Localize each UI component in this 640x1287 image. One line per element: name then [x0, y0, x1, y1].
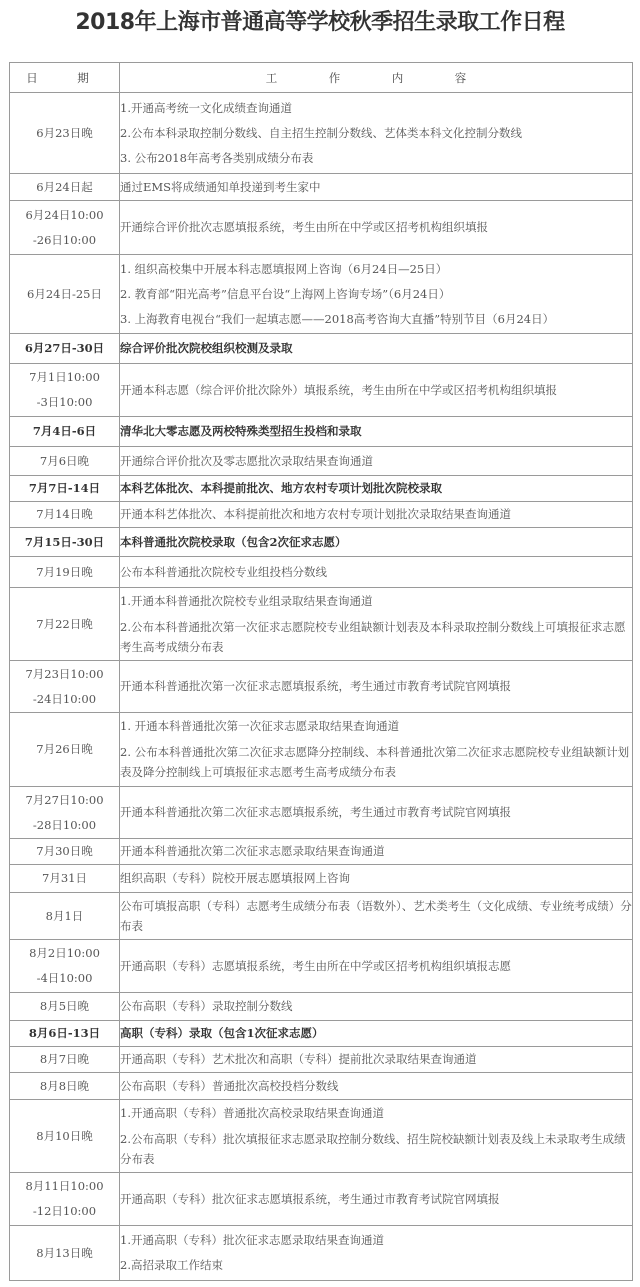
date-text: 7月27日10:00	[25, 792, 104, 807]
content-line: 开通本科普通批次第一次征求志愿填报系统，考生通过市教育考试院官网填报	[120, 679, 511, 693]
content-cell	[120, 528, 633, 557]
date-text: 7月23日10:00	[25, 666, 104, 681]
date-cell	[10, 787, 120, 839]
date-cell	[10, 1173, 120, 1226]
date-text: 8月6日-13日	[28, 1026, 101, 1040]
date-cell	[10, 174, 120, 201]
content-line: 开通本科艺体批次、本科提前批次和地方农村专项计划批次录取结果查询通道	[120, 507, 511, 521]
date-cell	[10, 93, 120, 174]
content-line: 2.公布本科普通批次第一次征求志愿院校专业组缺额计划表及本科录取控制分数线上可填报征求志愿考生高考成绩分布表	[120, 619, 626, 654]
table-row	[10, 588, 633, 661]
date-text: 8月11日10:00	[25, 1179, 104, 1193]
date-cell	[10, 865, 120, 893]
date-text: 8月1日	[45, 908, 84, 923]
content-line: 公布可填报高职（专科）志愿考生成绩分布表（语数外）、艺术类考生（文化成绩、专业统考成绩）分布表	[120, 899, 632, 933]
content-cell	[120, 865, 633, 893]
date-text: 7月19日晚	[36, 564, 93, 579]
content-cell	[120, 661, 633, 713]
content-cell	[120, 93, 633, 174]
content-cell	[120, 940, 633, 993]
table-row	[10, 201, 633, 255]
table-row	[10, 661, 633, 713]
date-text: -3日10:00	[36, 395, 93, 409]
content-cell	[120, 174, 633, 201]
table-row	[10, 334, 633, 364]
table-row	[10, 1047, 633, 1073]
content-line: 组织高职（专科）院校开展志愿填报网上咨询	[120, 871, 350, 885]
date-text: 7月4日-6日	[32, 424, 97, 438]
date-text: 7月30日晚	[36, 844, 93, 858]
content-line: 通过EMS将成绩通知单投递到考生家中	[120, 179, 321, 194]
table-row	[10, 787, 633, 839]
table-row	[10, 417, 633, 447]
date-text: 8月2日10:00	[29, 946, 100, 960]
date-text: 8月5日晚	[39, 999, 90, 1013]
content-line: 1.开通高职（专科）批次征求志愿录取结果查询通道	[120, 1233, 384, 1247]
content-cell	[120, 588, 633, 661]
content-line: 开通本科普通批次第二次征求志愿录取结果查询通道	[120, 844, 385, 858]
content-line: 2. 公布本科普通批次第二次征求志愿降分控制线、本科普通批次第二次征求志愿院校专业组缺额计划表及降分控制线上可填报征求志愿考生高考成绩分布表	[120, 745, 630, 779]
date-cell	[10, 201, 120, 255]
content-line: 1.开通高考统一文化成绩查询通道	[120, 100, 292, 115]
date-text: 6月23日晚	[36, 125, 93, 140]
content-line: 2.公布高职（专科）批次填报征求志愿录取控制分数线、招生院校缺额计划表及线上未录取考生成绩分布表	[120, 1131, 626, 1166]
table-row	[10, 476, 633, 502]
date-text: 7月15日-30日	[24, 534, 105, 549]
content-line: 公布高职（专科）录取控制分数线	[120, 999, 293, 1013]
content-cell	[120, 417, 633, 447]
table-row	[10, 713, 633, 787]
table-row	[10, 1100, 633, 1173]
date-text: -26日10:00	[32, 232, 97, 247]
date-text: 8月8日晚	[39, 1078, 90, 1093]
table-row	[10, 993, 633, 1021]
date-text: 8月10日晚	[36, 1128, 93, 1143]
table-row	[10, 1173, 633, 1226]
date-cell	[10, 528, 120, 557]
date-cell	[10, 1226, 120, 1281]
date-text: 6月24日-25日	[27, 286, 102, 301]
date-cell	[10, 255, 120, 334]
content-line: 开通高职（专科）艺术批次和高职（专科）提前批次录取结果查询通道	[120, 1052, 477, 1066]
date-text: 6月27日-30日	[24, 341, 105, 355]
content-line: 开通本科志愿（综合评价批次除外）填报系统，考生由所在中学或区招考机构组织填报	[120, 382, 557, 397]
content-cell	[120, 255, 633, 334]
date-cell	[10, 993, 120, 1021]
document-title: 2018年上海市普通高等学校秋季招生录取工作日程	[75, 10, 565, 35]
header-date: 日 期	[10, 63, 120, 93]
date-cell	[10, 713, 120, 787]
content-line: 高职（专科）录取（包含1次征求志愿）	[120, 1026, 324, 1040]
date-text: 8月7日晚	[39, 1052, 90, 1066]
content-line: 综合评价批次院校组织校测及录取	[120, 341, 293, 355]
table-row	[10, 255, 633, 334]
table-row	[10, 557, 633, 588]
content-line: 本科艺体批次、本科提前批次、地方农村专项计划批次院校录取	[120, 481, 442, 495]
date-text: 6月24日10:00	[25, 207, 104, 222]
content-line: 3. 公布2018年高考各类别成绩分布表	[120, 150, 314, 165]
content-cell	[120, 1021, 633, 1047]
content-line: 开通综合评价批次志愿填报系统，考生由所在中学或区招考机构组织填报	[120, 220, 488, 234]
date-text: -28日10:00	[32, 817, 97, 832]
content-line: 2.高招录取工作结束	[120, 1258, 223, 1272]
date-text: 8月13日晚	[36, 1245, 93, 1260]
date-text: -12日10:00	[32, 1204, 97, 1218]
schedule-rows	[10, 93, 633, 1281]
content-line: 开通高职（专科）批次征求志愿填报系统，考生通过市教育考试院官网填报	[120, 1191, 500, 1206]
content-cell	[120, 839, 633, 865]
schedule-table	[9, 62, 633, 1281]
table-row	[10, 940, 633, 993]
table-row	[10, 865, 633, 893]
content-line: 开通本科普通批次第二次征求志愿填报系统，考生通过市教育考试院官网填报	[120, 805, 511, 819]
date-text: 7月14日晚	[36, 507, 93, 521]
content-line: 开通高职（专科）志愿填报系统，考生由所在中学或区招考机构组织填报志愿	[120, 958, 511, 973]
date-text: 6月24日起	[36, 179, 93, 194]
date-text: -24日10:00	[32, 691, 97, 706]
date-cell	[10, 364, 120, 417]
date-cell	[10, 1047, 120, 1073]
content-cell	[120, 447, 633, 476]
content-cell	[120, 364, 633, 417]
date-cell	[10, 893, 120, 940]
content-line: 1. 组织高校集中开展本科志愿填报网上咨询（6月24日—25日）	[120, 261, 448, 276]
content-cell	[120, 557, 633, 588]
date-text: -4日10:00	[36, 971, 93, 985]
header-content: 工 作 内 容	[120, 63, 633, 93]
date-cell	[10, 588, 120, 661]
content-cell	[120, 476, 633, 502]
content-cell	[120, 787, 633, 839]
date-cell	[10, 940, 120, 993]
content-cell	[120, 334, 633, 364]
content-cell	[120, 1100, 633, 1173]
content-line: 1.开通高职（专科）普通批次高校录取结果查询通道	[120, 1105, 384, 1120]
date-text: 7月1日10:00	[29, 370, 100, 384]
table-row	[10, 893, 633, 940]
table-row	[10, 174, 633, 201]
date-text: 7月7日-14日	[28, 481, 101, 495]
date-cell	[10, 1100, 120, 1173]
table-row	[10, 1073, 633, 1100]
date-cell	[10, 502, 120, 528]
content-line: 1.开通本科普通批次院校专业组录取结果查询通道	[120, 593, 373, 608]
content-cell	[120, 1226, 633, 1281]
date-cell	[10, 661, 120, 713]
table-row	[10, 1021, 633, 1047]
content-cell	[120, 1173, 633, 1226]
date-cell	[10, 447, 120, 476]
content-line: 本科普通批次院校录取（包含2次征求志愿）	[120, 534, 347, 549]
content-line: 开通综合评价批次及零志愿批次录取结果查询通道	[120, 453, 373, 468]
table-row	[10, 502, 633, 528]
content-line: 2.公布本科录取控制分数线、自主招生控制分数线、艺体类本科文化控制分数线	[120, 125, 522, 140]
date-text: 7月31日	[42, 871, 87, 885]
table-row	[10, 93, 633, 174]
content-line: 公布高职（专科）普通批次高校投档分数线	[120, 1078, 339, 1093]
content-cell	[120, 713, 633, 787]
content-cell	[120, 201, 633, 255]
date-cell	[10, 557, 120, 588]
date-cell	[10, 1073, 120, 1100]
date-text: 7月22日晚	[36, 616, 93, 631]
date-text: 7月6日晚	[39, 453, 90, 468]
table-row	[10, 364, 633, 417]
content-cell	[120, 502, 633, 528]
date-cell	[10, 334, 120, 364]
table-header-row	[10, 63, 633, 93]
date-cell	[10, 476, 120, 502]
content-line: 公布本科普通批次院校专业组投档分数线	[120, 564, 327, 579]
content-line: 2. 教育部“阳光高考”信息平台设“上海网上咨询专场”（6月24日）	[120, 286, 451, 301]
date-text: 7月26日晚	[36, 742, 93, 756]
content-line: 1. 开通本科普通批次第一次征求志愿录取结果查询通道	[120, 719, 400, 733]
content-cell	[120, 1047, 633, 1073]
table-row	[10, 528, 633, 557]
content-line: 3. 上海教育电视台“我们一起填志愿——2018高考咨询大直播”特别节目（6月24日）	[120, 311, 555, 326]
content-cell	[120, 993, 633, 1021]
content-cell	[120, 893, 633, 940]
table-row	[10, 839, 633, 865]
content-line: 清华北大零志愿及两校特殊类型招生投档和录取	[120, 424, 362, 438]
date-cell	[10, 1021, 120, 1047]
table-row	[10, 1226, 633, 1281]
date-cell	[10, 417, 120, 447]
content-cell	[120, 1073, 633, 1100]
date-cell	[10, 839, 120, 865]
table-row	[10, 447, 633, 476]
